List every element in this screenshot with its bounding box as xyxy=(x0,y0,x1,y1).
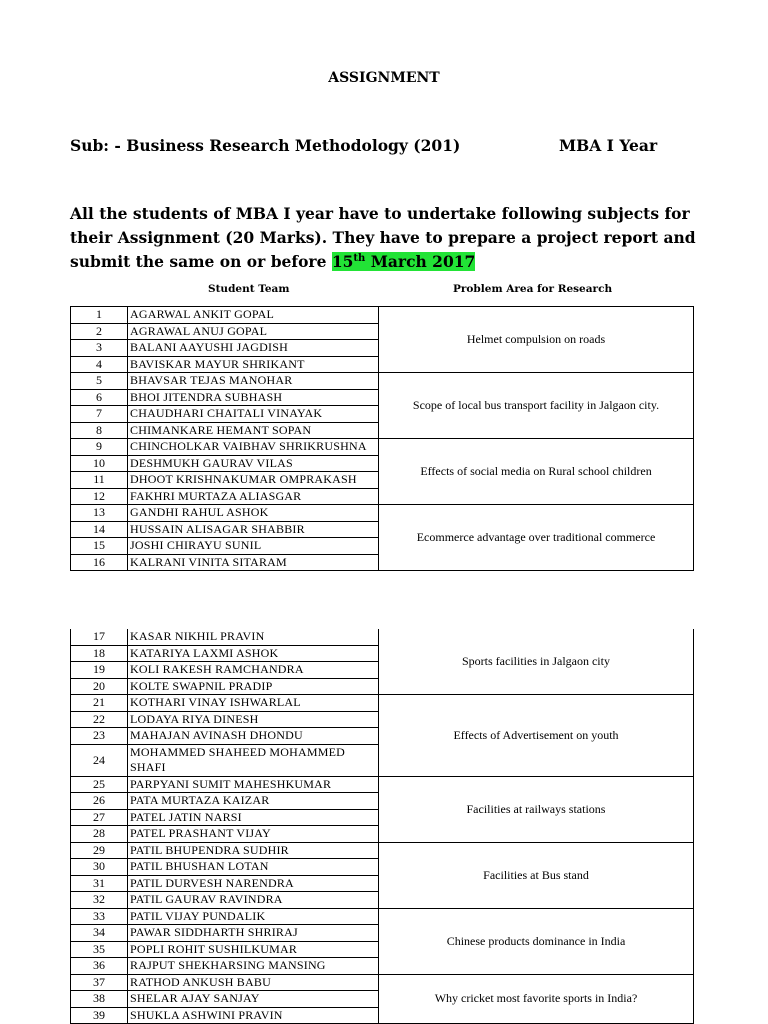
subject-line xyxy=(70,136,700,155)
student-number: 12 xyxy=(71,488,128,505)
problem-area-header: Problem Area for Research xyxy=(453,283,613,295)
instructions-text: All the students of MBA I year have to undertake following subjects for their Assignment (20 Marks). They have to prepare a project report and submit the same on or before xyxy=(70,204,696,271)
deadline-day: 15 xyxy=(331,252,354,271)
student-number: 11 xyxy=(71,472,128,489)
problem-area: Sports facilities in Jalgaon city xyxy=(379,629,694,695)
student-number: 21 xyxy=(71,695,128,712)
document-title: ASSIGNMENT xyxy=(328,70,440,86)
student-name: RAJPUT SHEKHARSING MANSING xyxy=(128,958,379,975)
student-name: BHOI JITENDRA SUBHASH xyxy=(128,389,379,406)
student-number: 6 xyxy=(71,389,128,406)
student-name: PATEL PRASHANT VIJAY xyxy=(128,826,379,843)
student-name: SHELAR AJAY SANJAY xyxy=(128,991,379,1008)
student-name: JOSHI CHIRAYU SUNIL xyxy=(128,538,379,555)
student-number: 17 xyxy=(71,629,128,645)
table-row xyxy=(71,629,694,645)
student-name: KOTHARI VINAY ISHWARLAL xyxy=(128,695,379,712)
student-number: 8 xyxy=(71,422,128,439)
student-name: LODAYA RIYA DINESH xyxy=(128,711,379,728)
student-name: PAWAR SIDDHARTH SHRIRAJ xyxy=(128,925,379,942)
problem-area: Why cricket most favorite sports in India? xyxy=(379,974,694,1024)
assignment-table-1 xyxy=(70,306,694,571)
student-name: KOLI RAKESH RAMCHANDRA xyxy=(128,662,379,679)
student-name: MOHAMMED SHAHEED MOHAMMED SHAFI xyxy=(128,744,379,776)
problem-area: Scope of local bus transport facility in Jalgaon city. xyxy=(379,373,694,439)
subject-text: Sub: - Business Research Methodology (201) xyxy=(70,136,461,155)
student-name: KASAR NIKHIL PRAVIN xyxy=(128,629,379,645)
student-number: 13 xyxy=(71,505,128,522)
deadline-rest: March 2017 xyxy=(365,252,476,271)
table-row xyxy=(71,776,694,793)
student-name: GANDHI RAHUL ASHOK xyxy=(128,505,379,522)
table-row xyxy=(71,373,694,390)
student-name: PATA MURTAZA KAIZAR xyxy=(128,793,379,810)
student-name: AGARWAL ANKIT GOPAL xyxy=(128,307,379,324)
deadline-suffix: th xyxy=(353,252,366,264)
student-name: POPLI ROHIT SUSHILKUMAR xyxy=(128,941,379,958)
student-number: 38 xyxy=(71,991,128,1008)
student-name: PATIL GAURAV RAVINDRA xyxy=(128,892,379,909)
class-year: MBA I Year xyxy=(559,136,658,155)
student-number: 27 xyxy=(71,809,128,826)
student-name: AGRAWAL ANUJ GOPAL xyxy=(128,323,379,340)
table-row xyxy=(71,439,694,456)
student-number: 23 xyxy=(71,728,128,745)
student-number: 39 xyxy=(71,1007,128,1024)
student-number: 36 xyxy=(71,958,128,975)
student-number: 1 xyxy=(71,307,128,324)
assignment-table-2 xyxy=(70,629,694,1024)
table-row xyxy=(71,908,694,925)
student-number: 22 xyxy=(71,711,128,728)
student-number: 29 xyxy=(71,842,128,859)
student-name: PATIL BHUPENDRA SUDHIR xyxy=(128,842,379,859)
student-number: 33 xyxy=(71,908,128,925)
problem-area: Chinese products dominance in India xyxy=(379,908,694,974)
problem-area: Facilities at Bus stand xyxy=(379,842,694,908)
student-name: PATEL JATIN NARSI xyxy=(128,809,379,826)
student-number: 18 xyxy=(71,645,128,662)
student-number: 20 xyxy=(71,678,128,695)
table-row xyxy=(71,695,694,712)
student-number: 28 xyxy=(71,826,128,843)
student-name: BALANI AAYUSHI JAGDISH xyxy=(128,340,379,357)
student-number: 37 xyxy=(71,974,128,991)
student-number: 26 xyxy=(71,793,128,810)
student-number: 9 xyxy=(71,439,128,456)
student-name: CHIMANKARE HEMANT SOPAN xyxy=(128,422,379,439)
instructions-paragraph xyxy=(70,202,710,274)
student-name: PARPYANI SUMIT MAHESHKUMAR xyxy=(128,776,379,793)
deadline-highlight xyxy=(332,252,475,271)
student-number: 15 xyxy=(71,538,128,555)
student-name: FAKHRI MURTAZA ALIASGAR xyxy=(128,488,379,505)
problem-area: Ecommerce advantage over traditional commerce xyxy=(379,505,694,571)
student-name: BAVISKAR MAYUR SHRIKANT xyxy=(128,356,379,373)
student-name: KALRANI VINITA SITARAM xyxy=(128,554,379,571)
student-number: 35 xyxy=(71,941,128,958)
problem-area: Helmet compulsion on roads xyxy=(379,307,694,373)
student-number: 10 xyxy=(71,455,128,472)
student-number: 24 xyxy=(71,744,128,776)
problem-area: Facilities at railways stations xyxy=(379,776,694,842)
student-number: 16 xyxy=(71,554,128,571)
student-name: KOLTE SWAPNIL PRADIP xyxy=(128,678,379,695)
student-number: 25 xyxy=(71,776,128,793)
problem-area: Effects of Advertisement on youth xyxy=(379,695,694,777)
student-number: 2 xyxy=(71,323,128,340)
student-name: PATIL BHUSHAN LOTAN xyxy=(128,859,379,876)
student-name: PATIL DURVESH NARENDRA xyxy=(128,875,379,892)
student-number: 32 xyxy=(71,892,128,909)
student-number: 34 xyxy=(71,925,128,942)
student-name: DESHMUKH GAURAV VILAS xyxy=(128,455,379,472)
student-number: 30 xyxy=(71,859,128,876)
student-name: HUSSAIN ALISAGAR SHABBIR xyxy=(128,521,379,538)
student-number: 14 xyxy=(71,521,128,538)
table-row xyxy=(71,505,694,522)
student-name: KATARIYA LAXMI ASHOK xyxy=(128,645,379,662)
student-name: CHAUDHARI CHAITALI VINAYAK xyxy=(128,406,379,423)
student-name: SHUKLA ASHWINI PRAVIN xyxy=(128,1007,379,1024)
problem-area: Effects of social media on Rural school children xyxy=(379,439,694,505)
student-number: 5 xyxy=(71,373,128,390)
student-number: 4 xyxy=(71,356,128,373)
student-name: CHINCHOLKAR VAIBHAV SHRIKRUSHNA xyxy=(128,439,379,456)
student-name: RATHOD ANKUSH BABU xyxy=(128,974,379,991)
table-row xyxy=(71,974,694,991)
student-name: DHOOT KRISHNAKUMAR OMPRAKASH xyxy=(128,472,379,489)
table-row xyxy=(71,842,694,859)
student-name: BHAVSAR TEJAS MANOHAR xyxy=(128,373,379,390)
student-name: MAHAJAN AVINASH DHONDU xyxy=(128,728,379,745)
student-team-header: Student Team xyxy=(208,283,290,295)
table-row xyxy=(71,307,694,324)
student-number: 7 xyxy=(71,406,128,423)
student-number: 31 xyxy=(71,875,128,892)
student-name: PATIL VIJAY PUNDALIK xyxy=(128,908,379,925)
student-number: 3 xyxy=(71,340,128,357)
student-number: 19 xyxy=(71,662,128,679)
